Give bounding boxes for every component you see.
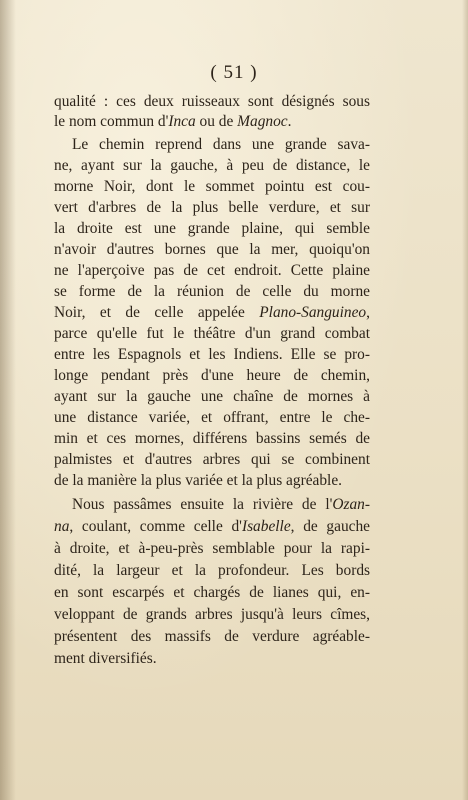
text-line: ne, ayant sur la gauche, à peu de distance, le xyxy=(54,157,370,174)
binding-gutter xyxy=(0,0,16,800)
text-line: longe pendant près d'une heure de chemin, xyxy=(54,367,370,384)
page-number: ( 51 ) xyxy=(210,62,258,83)
text-line: ment diversifiés. xyxy=(54,650,157,667)
text-line: ne l'aperçoive pas de cet endroit. Cette plaine xyxy=(54,262,370,279)
text-line: entre les Espagnols et les Indiens. Elle se pro- xyxy=(54,346,370,363)
text-line: la droite est une grande plaine, qui semble xyxy=(54,220,370,237)
text-line: Le chemin reprend dans une grande sava- xyxy=(72,136,370,153)
text-line: une distance variée, et offrant, entre le che- xyxy=(54,409,370,426)
text-line: min et ces mornes, différens bassins semés de xyxy=(54,430,370,447)
text-line: de la manière la plus variée et la plus agréable. xyxy=(54,472,343,489)
text-line: qualité : ces deux ruisseaux sont désignés sous xyxy=(54,93,370,110)
text-line: le nom commun d'Inca ou de Magnoc. xyxy=(54,113,292,130)
text-line: vert d'arbres de la plus belle verdure, et sur xyxy=(54,199,370,216)
text-line: veloppant de grands arbres jusqu'à leurs cîmes, xyxy=(54,606,370,623)
text-line: palmistes et d'autres arbres qui se combinent xyxy=(54,451,370,468)
text-line: ayant sur la gauche une chaîne de mornes à xyxy=(54,388,370,405)
text-line: n'avoir d'autres bornes que la mer, quoiqu'on xyxy=(54,241,370,258)
text-line: dité, la largeur et la profondeur. Les bords xyxy=(54,562,370,579)
text-line: présentent des massifs de verdure agréable- xyxy=(54,628,370,645)
text-line: se forme de la réunion de celle du morne xyxy=(54,283,370,300)
text-line: à droite, et à-peu-près semblable pour la rapi- xyxy=(54,540,370,557)
text-line: Noir, et de celle appelée Plano-Sanguineo, xyxy=(54,304,370,321)
text-line: parce qu'elle fut le théâtre d'un grand combat xyxy=(54,325,370,342)
text-line: Nous passâmes ensuite la rivière de l'Ozan- xyxy=(72,496,370,513)
text-line: en sont escarpés et chargés de lianes qui, en- xyxy=(54,584,370,601)
text-line: na, coulant, comme celle d'Isabelle, de gauche xyxy=(54,518,370,535)
text-line: morne Noir, dont le sommet pointu est cou- xyxy=(54,178,370,195)
page-edge xyxy=(462,0,468,800)
